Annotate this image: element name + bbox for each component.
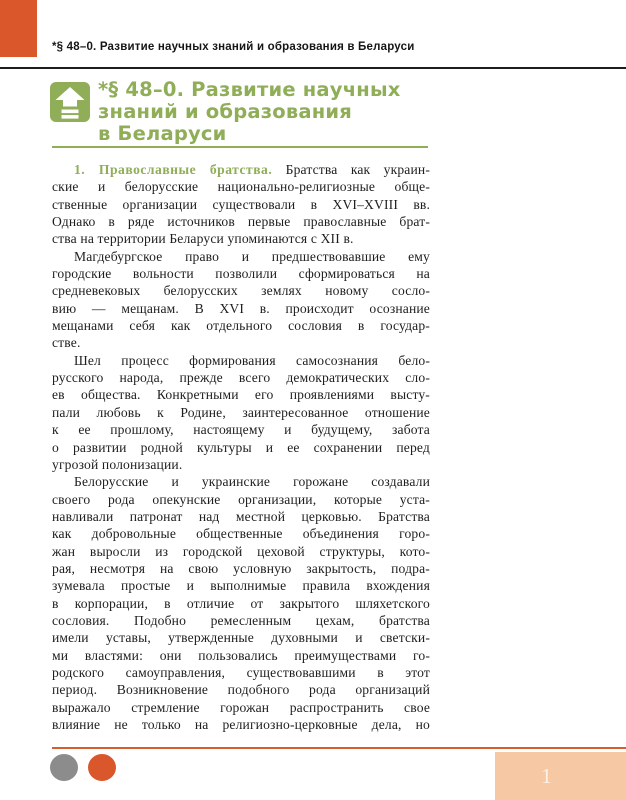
text-line: ские и белорусские национально-религиозные обще- — [52, 179, 430, 195]
text-line: угрозой полонизации. — [52, 456, 183, 472]
text-line: 1. Православные братства. Братства как украин- — [74, 162, 431, 177]
footer-divider — [52, 747, 626, 749]
text-line: Однако в ряде источников первые православные брат- — [52, 214, 430, 230]
chapter-title — [98, 79, 438, 145]
text-line: жан выросли из городской цеховой структуры, кото- — [52, 543, 430, 559]
text-line: Шел процесс формирования самосознания бело- — [74, 352, 430, 368]
text-line: родского самоуправления, существовавшими в этот — [52, 664, 430, 680]
title-underline — [52, 146, 428, 148]
text-line: зумевала простые и выполнимые правила вхождения — [52, 578, 430, 594]
text-line: навливали патронат над местной церковью. Братства — [52, 508, 430, 524]
text-line: рая, несмотря на свою условную закрытость, подра- — [52, 560, 430, 576]
chapter-title-line-2: знаний и образования — [98, 100, 353, 123]
running-header: *§ 48–0. Развитие научных знаний и образования в Беларуси — [52, 41, 415, 53]
text-line: как добровольные общественные объединения горо- — [52, 526, 430, 542]
text-line: своего рода опекунские организации, которые уста- — [52, 491, 430, 507]
article-body — [52, 161, 430, 733]
text-line: период. Возникновение подобного рода организаций — [52, 682, 430, 698]
text-line: ства на территории Беларуси упоминаются с XII в. — [52, 231, 354, 247]
text-line: городские вольности позволили сформироваться на — [52, 266, 430, 282]
paragraph — [52, 352, 430, 473]
text-line: пали любовь к Родине, заинтересованное отношение — [52, 404, 430, 420]
page-number-box — [495, 752, 626, 800]
text-line: к ее прошлому, настоящему и будущему, забота — [52, 422, 430, 438]
text-line: выражало стремление горожан распространить свое — [52, 699, 430, 715]
up-arrow-advanced-level-icon — [50, 82, 90, 122]
paragraph — [52, 161, 430, 248]
header-divider — [0, 67, 626, 69]
paragraph — [52, 473, 430, 733]
gray-dot — [50, 754, 78, 781]
text-line: Белорусские и украинские горожане создавали — [74, 474, 430, 490]
text-line: в корпорации, в отличие от закрытого шляхетского — [52, 595, 430, 611]
page-number: 1 — [541, 763, 552, 788]
section-heading: 1. Православные братства. — [74, 162, 273, 177]
text-line: вию — мещанам. В XVI в. происходит осознание — [52, 300, 430, 316]
text-line: ми властями: они пользовались преимуществами го- — [52, 647, 430, 663]
text-line: влияние не только на религиозно-церковные дела, но — [52, 717, 430, 732]
paragraph — [52, 248, 430, 352]
text-line: мещанами себя как отдельного сословия в государ- — [52, 318, 430, 334]
text-line: ственные организации существовали в XVI–XVIII вв. — [52, 196, 430, 212]
text-line: русского народа, прежде всего демократических сло- — [52, 370, 430, 386]
orange-dot — [88, 754, 116, 781]
corner-accent-square — [0, 0, 37, 57]
text-line: о развитии родной культуры и ее сохранении перед — [52, 439, 430, 455]
text-line: ев общества. Конкретными его проявлениями высту- — [52, 387, 430, 403]
text-line: стве. — [52, 335, 81, 351]
text-line: сословия. Подобно ремесленным цехам, братства — [52, 612, 430, 628]
text-line: Магдебургское право и предшествовавшие ему — [74, 248, 430, 264]
chapter-title-line-1: *§ 48–0. Развитие научных — [98, 78, 401, 101]
chapter-title-line-3: в Беларуси — [98, 122, 227, 145]
text-line: имели уставы, утвержденные духовными и светски- — [52, 630, 430, 646]
text-line: средневековых белорусских землях новому сосло- — [52, 283, 430, 299]
